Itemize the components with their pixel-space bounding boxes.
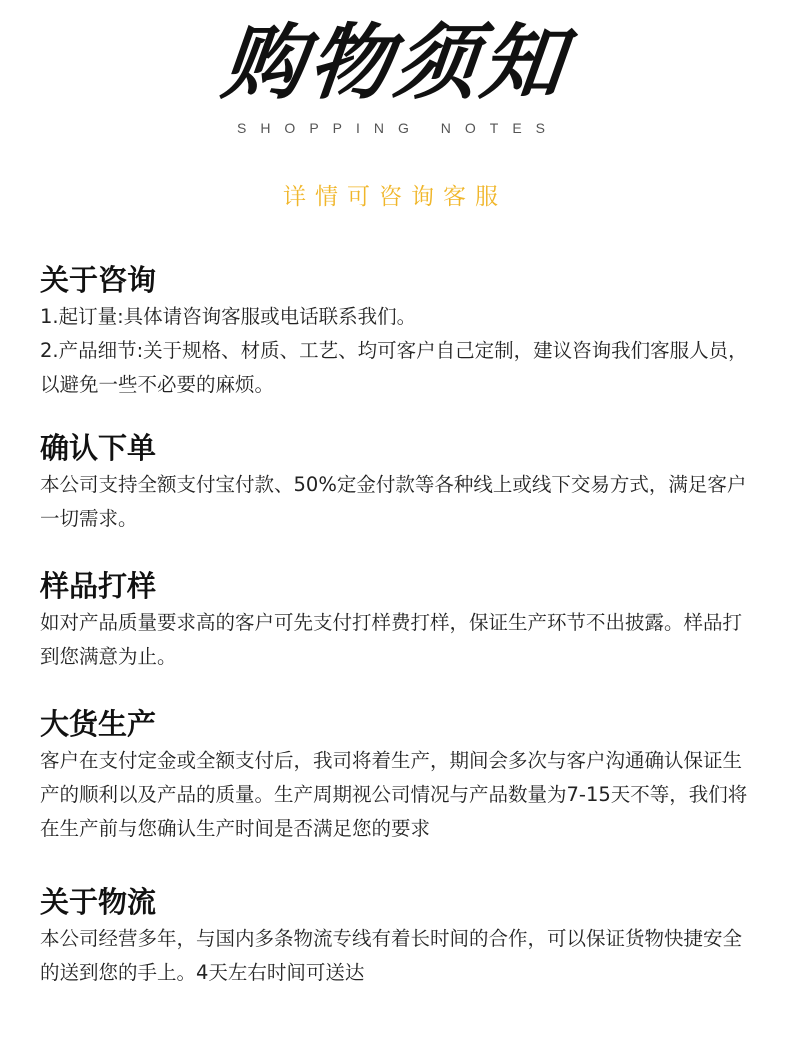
section-line: 2.产品细节:关于规格、材质、工艺、均可客户自己定制，建议咨询我们客服人员，以避免一些不必要的麻烦。 xyxy=(40,339,748,396)
section-line: 本公司支持全额支付宝付款、50%定金付款等各种线上或线下交易方式，满足客户一切需求。 xyxy=(40,473,747,530)
section-body xyxy=(40,606,760,674)
section-logistics xyxy=(40,882,760,990)
section-consultation xyxy=(40,260,760,402)
consult-note: 详情可咨询客服 xyxy=(283,184,507,210)
page-title: 购物须知 xyxy=(218,16,573,111)
section-title: 关于物流 xyxy=(40,885,157,919)
section-order-confirmation xyxy=(40,428,760,536)
page-subtitle: SHOPPING NOTES xyxy=(236,120,560,136)
section-body xyxy=(40,922,760,990)
section-body xyxy=(40,744,760,846)
section-title: 样品打样 xyxy=(40,569,157,603)
section-line: 客户在支付定金或全额支付后，我司将着生产，期间会多次与客户沟通确认保证生产的顺利以及产品的质量。生产周期视公司情况与产品数量为7-15天不等，我们将在生产前与您确认生产时间是否满足您的要求 xyxy=(40,749,748,840)
section-title: 关于咨询 xyxy=(40,263,157,297)
section-title: 确认下单 xyxy=(40,431,157,465)
section-sample-making xyxy=(40,566,760,674)
section-bulk-production xyxy=(40,704,760,846)
section-body xyxy=(40,468,760,536)
section-title: 大货生产 xyxy=(40,707,157,741)
section-body xyxy=(40,300,760,402)
section-line: 本公司经营多年，与国内多条物流专线有着长时间的合作，可以保证货物快捷安全的送到您的手上。4天左右时间可送达 xyxy=(40,927,743,984)
section-line: 1.起订量:具体请咨询客服或电话联系我们。 xyxy=(40,305,417,328)
section-line: 如对产品质量要求高的客户可先支付打样费打样，保证生产环节不出披露。样品打到您满意为止。 xyxy=(40,611,743,668)
